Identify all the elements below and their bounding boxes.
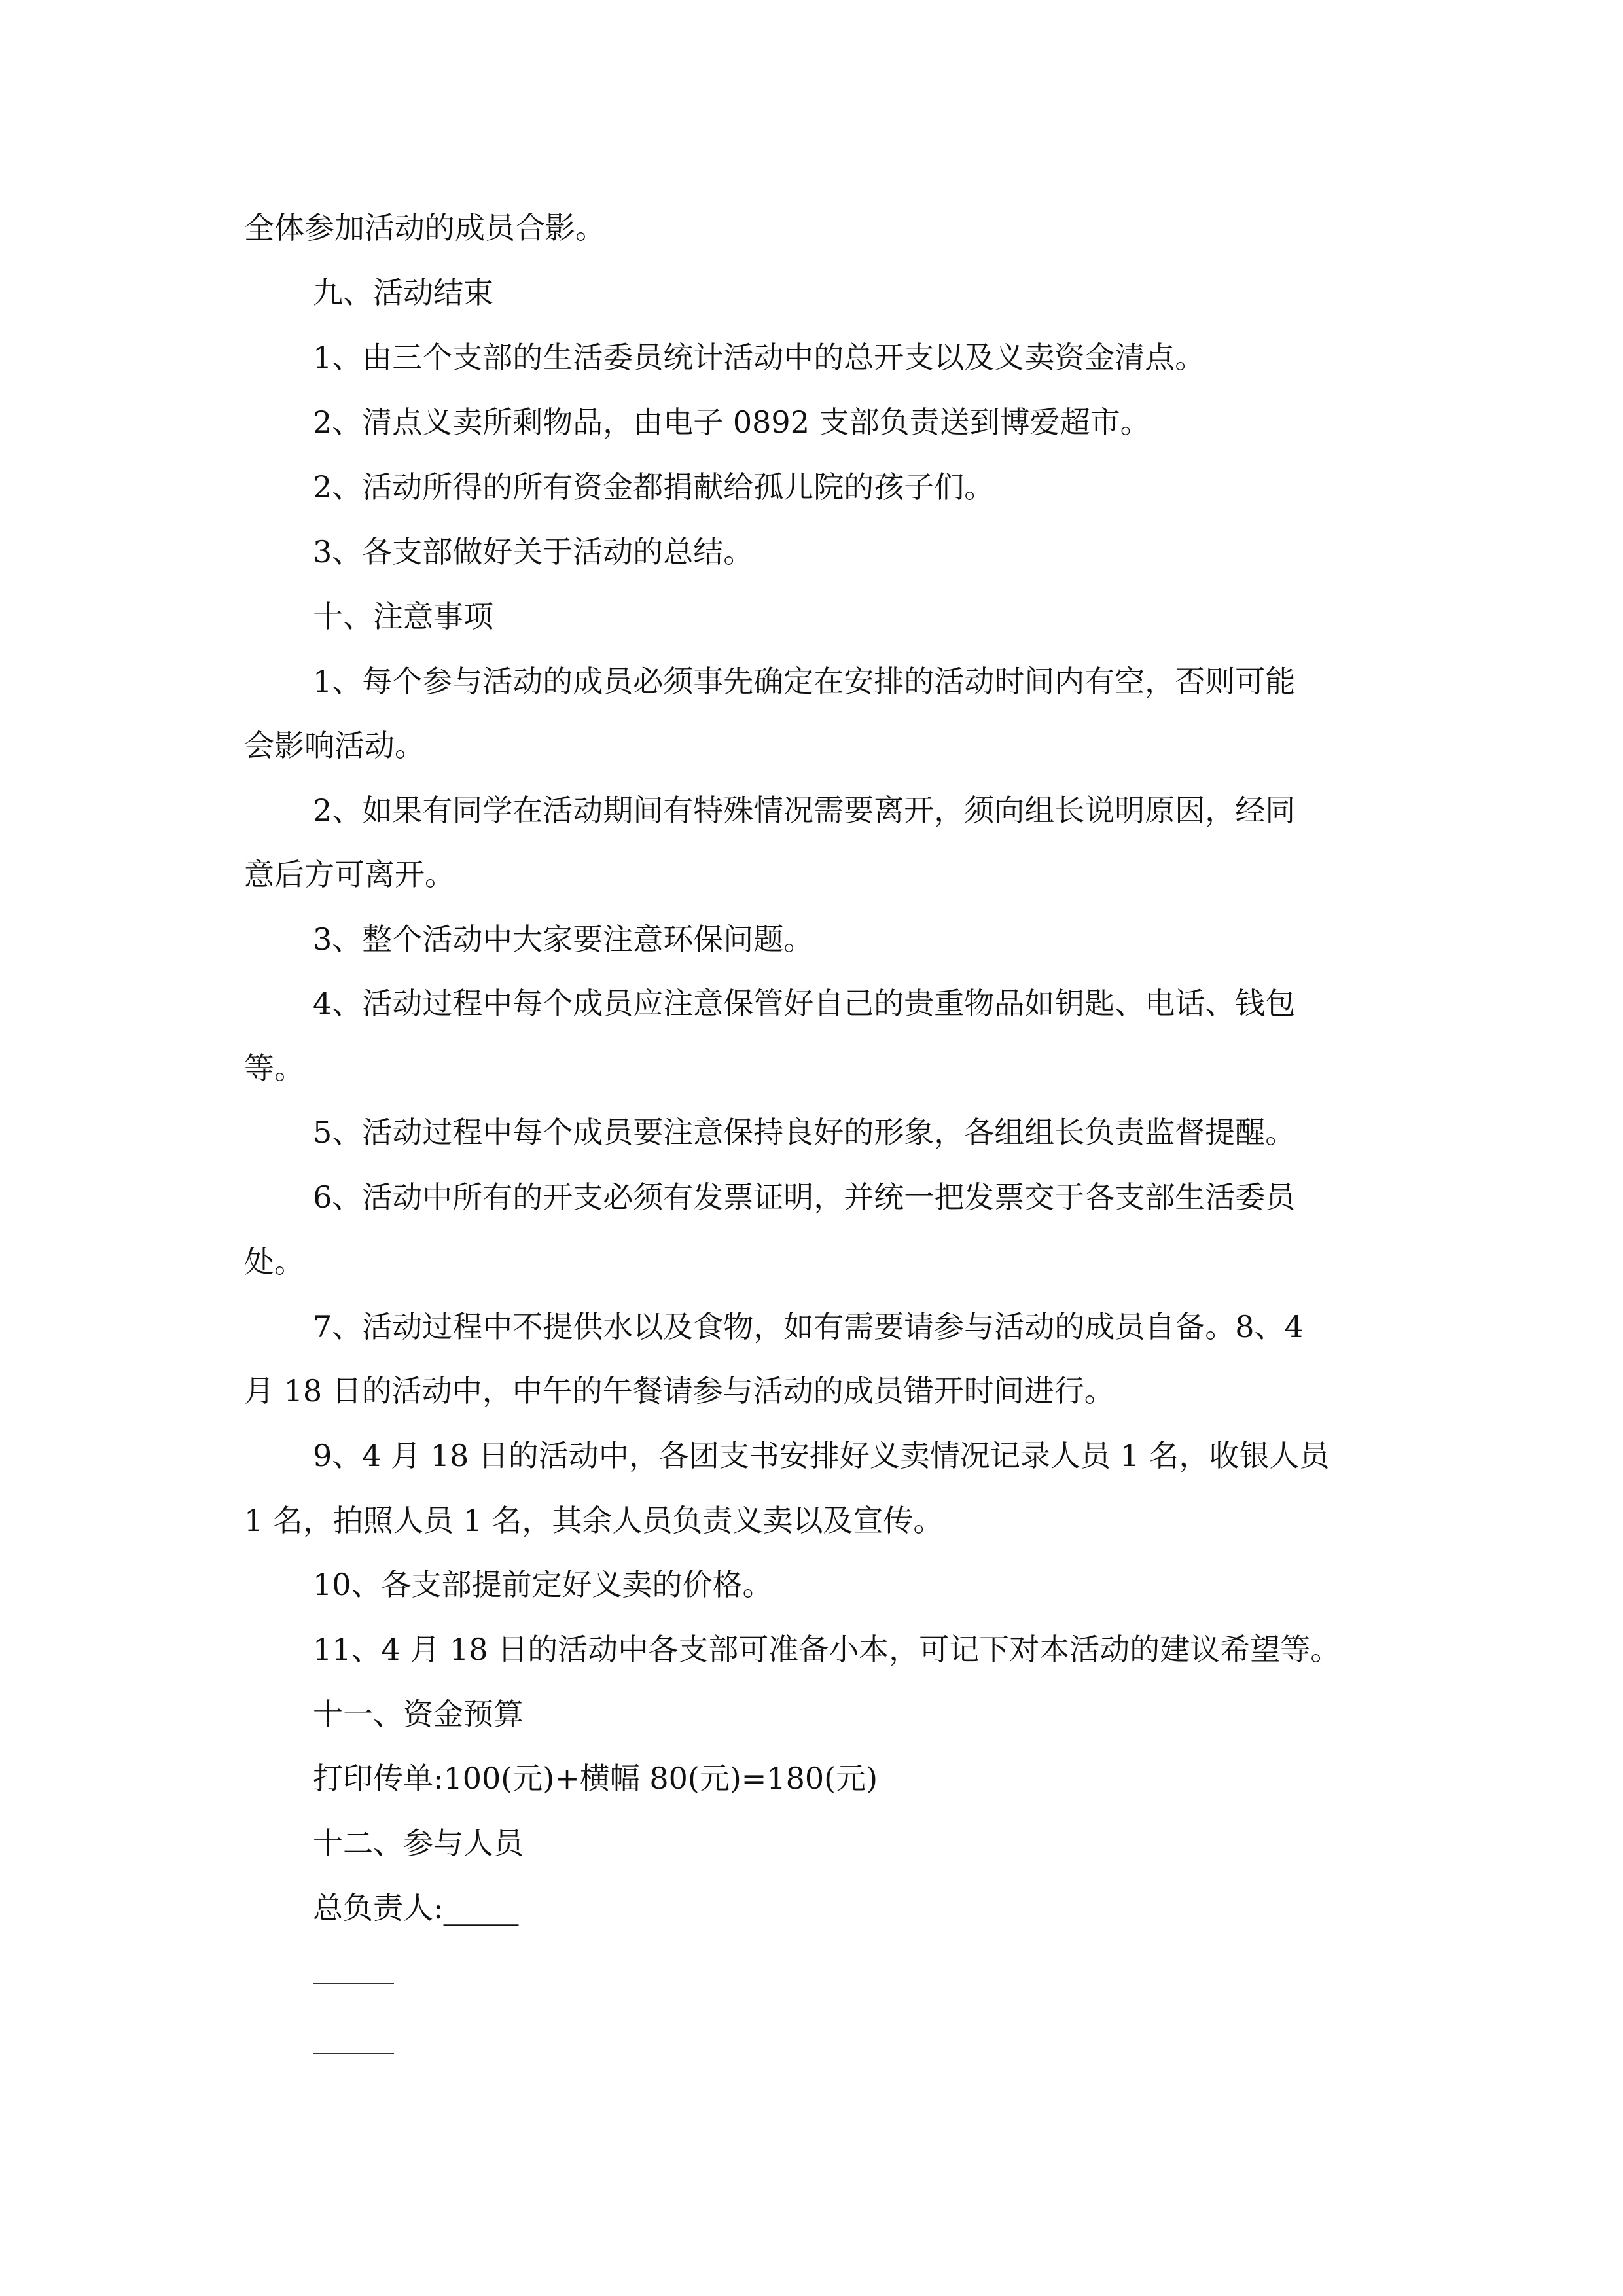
text-line: 7、活动过程中不提供水以及食物，如有需要请参与活动的成员自备。8、4	[313, 1309, 1304, 1344]
section-heading: 十一、资金预算	[313, 1696, 524, 1732]
blank-underline	[313, 2053, 394, 2054]
person-in-charge-line: 总负责人:_____	[313, 1890, 519, 1926]
section-heading: 九、活动结束	[313, 275, 493, 310]
text-line: 意后方可离开。	[244, 857, 455, 892]
text-line: 1、由三个支部的生活委员统计活动中的总开支以及义卖资金清点。	[313, 340, 1205, 375]
text-line: 6、活动中所有的开支必须有发票证明，并统一把发票交于各支部生活委员	[313, 1179, 1296, 1215]
budget-line: 打印传单:100(元)+横幅 80(元)=180(元)	[313, 1761, 878, 1796]
text-line: 11、4 月 18 日的活动中各支部可准备小本，可记下对本活动的建议希望等。	[313, 1632, 1341, 1667]
text-line: 全体参加活动的成员合影。	[244, 210, 605, 245]
text-line: 9、4 月 18 日的活动中，各团支书安排好义卖情况记录人员 1 名，收银人员	[313, 1438, 1330, 1473]
blank-underline	[313, 1983, 394, 1984]
text-line: 10、各支部提前定好义卖的价格。	[313, 1567, 773, 1602]
section-heading: 十二、参与人员	[313, 1825, 524, 1861]
text-line: 2、如果有同学在活动期间有特殊情况需要离开，须向组长说明原因，经同	[313, 793, 1296, 828]
text-line: 3、各支部做好关于活动的总结。	[313, 534, 754, 569]
text-line: 处。	[244, 1244, 304, 1280]
text-line: 2、活动所得的所有资金都捐献给孤儿院的孩子们。	[313, 469, 995, 505]
text-line: 4、活动过程中每个成员应注意保管好自己的贵重物品如钥匙、电话、钱包	[313, 986, 1296, 1021]
text-line: 3、整个活动中大家要注意环保问题。	[313, 922, 814, 957]
text-line: 月 18 日的活动中，中午的午餐请参与活动的成员错开时间进行。	[244, 1373, 1115, 1408]
text-line: 1、每个参与活动的成员必须事先确定在安排的活动时间内有空，否则可能	[313, 664, 1296, 699]
section-heading: 十、注意事项	[313, 599, 493, 634]
text-line: 1 名，拍照人员 1 名，其余人员负责义卖以及宣传。	[244, 1503, 944, 1538]
text-line: 会影响活动。	[244, 728, 425, 763]
text-line: 等。	[244, 1050, 304, 1086]
text-line: 5、活动过程中每个成员要注意保持良好的形象，各组组长负责监督提醒。	[313, 1115, 1296, 1150]
text-line: 2、清点义卖所剩物品，由电子 0892 支部负责送到博爱超市。	[313, 404, 1150, 440]
